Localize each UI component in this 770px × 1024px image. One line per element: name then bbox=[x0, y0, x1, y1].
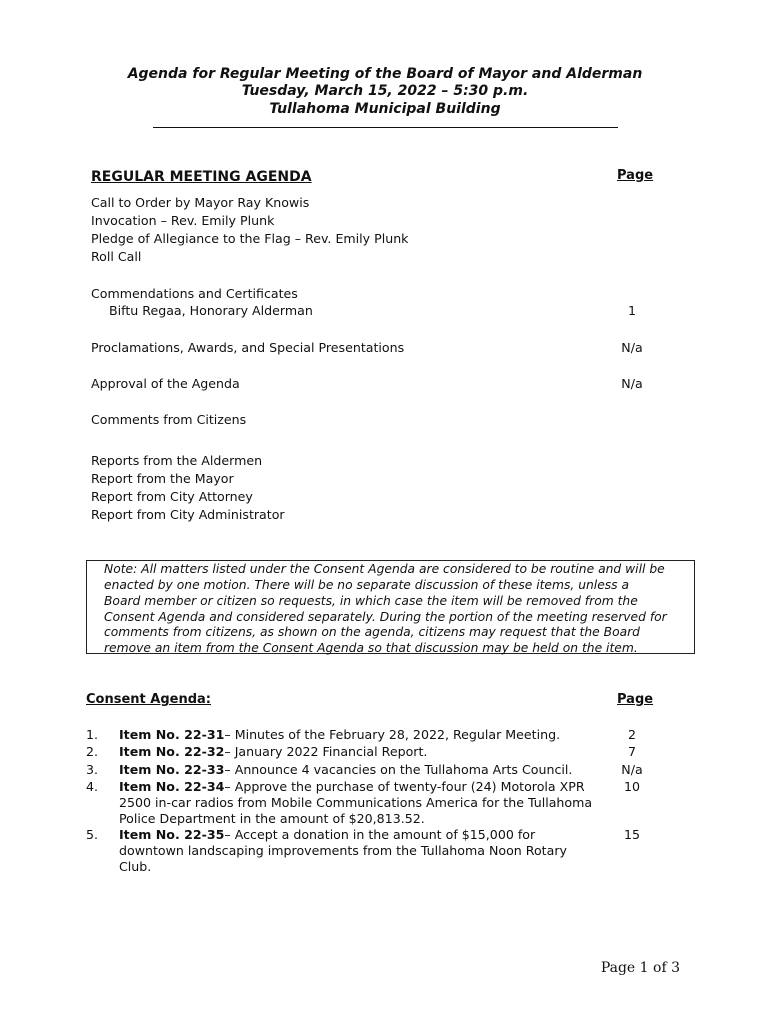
consent-item-page: 2 bbox=[627, 727, 636, 742]
consent-item-number: 5. bbox=[86, 827, 99, 842]
consent-item bbox=[119, 727, 560, 742]
proclamations-page: N/a bbox=[621, 340, 643, 355]
consent-item-id: Item No. 22-32 bbox=[119, 744, 225, 759]
page-number: Page 1 of 3 bbox=[600, 960, 680, 976]
commendation-page: 1 bbox=[627, 303, 636, 318]
note-line: Board member or citizen so requests, in which case the item will be removed from the bbox=[104, 594, 638, 608]
header-divider bbox=[153, 127, 618, 128]
opening-item: Pledge of Allegiance to the Flag – Rev. Emily Plunk bbox=[91, 231, 409, 246]
consent-item-id: Item No. 22-33 bbox=[119, 762, 225, 777]
consent-item-page: 15 bbox=[623, 827, 641, 842]
note-line: enacted by one motion. There will be no separate discussion of these items, unless a bbox=[104, 578, 630, 592]
consent-item-text: – Accept a donation in the amount of $15,000 for bbox=[224, 827, 536, 842]
consent-page-heading: Page bbox=[617, 692, 654, 707]
consent-item-page: N/a bbox=[621, 762, 643, 777]
comments-label: Comments from Citizens bbox=[91, 412, 247, 427]
consent-item-text: – January 2022 Financial Report. bbox=[224, 744, 428, 759]
note-line: comments from citizens, as shown on the agenda, citizens may request that the Board bbox=[104, 625, 640, 639]
consent-item-text: 2500 in-car radios from Mobile Communications America for the Tullahoma bbox=[119, 795, 593, 810]
commendation-item: Biftu Regaa, Honorary Alderman bbox=[109, 303, 313, 318]
regular-page-heading: Page bbox=[617, 168, 654, 183]
consent-item-page: 10 bbox=[623, 779, 641, 794]
report-item: Reports from the Aldermen bbox=[91, 453, 263, 468]
consent-item bbox=[119, 744, 427, 759]
consent-item-id: Item No. 22-34 bbox=[119, 779, 225, 794]
consent-item-id: Item No. 22-31 bbox=[119, 727, 225, 742]
note-line: remove an item from the Consent Agenda so that discussion may be held on the item. bbox=[104, 641, 638, 655]
regular-agenda-heading: REGULAR MEETING AGENDA bbox=[91, 169, 312, 185]
proclamations-label: Proclamations, Awards, and Special Presentations bbox=[91, 340, 405, 355]
consent-item-text: – Approve the purchase of twenty-four (24) Motorola XPR bbox=[224, 779, 585, 794]
note-line: Consent Agenda and considered separately. During the portion of the meeting reserved for bbox=[104, 610, 667, 624]
report-item: Report from the Mayor bbox=[91, 471, 234, 486]
consent-item-text: – Minutes of the February 28, 2022, Regular Meeting. bbox=[224, 727, 561, 742]
consent-item-text: – Announce 4 vacancies on the Tullahoma Arts Council. bbox=[224, 762, 573, 777]
note-line: Note: All matters listed under the Consent Agenda are considered to be routine and will be bbox=[104, 562, 665, 576]
consent-item-id: Item No. 22-35 bbox=[119, 827, 225, 842]
consent-item-page: 7 bbox=[627, 744, 636, 759]
consent-item-number: 2. bbox=[86, 744, 99, 759]
consent-item bbox=[119, 779, 585, 794]
meeting-location: Tullahoma Municipal Building bbox=[269, 101, 501, 117]
consent-item-text: Club. bbox=[119, 859, 152, 874]
consent-item-text: Police Department in the amount of $20,813.52. bbox=[119, 811, 425, 826]
consent-item-number: 3. bbox=[86, 762, 99, 777]
consent-item-number: 4. bbox=[86, 779, 99, 794]
report-item: Report from City Attorney bbox=[91, 489, 253, 504]
agenda-title: Agenda for Regular Meeting of the Board of Mayor and Alderman bbox=[127, 66, 643, 82]
approval-label: Approval of the Agenda bbox=[91, 376, 240, 391]
opening-item: Roll Call bbox=[91, 249, 142, 264]
consent-item bbox=[119, 762, 572, 777]
consent-agenda-heading: Consent Agenda: bbox=[86, 692, 211, 707]
report-item: Report from City Administrator bbox=[91, 507, 285, 522]
meeting-date: Tuesday, March 15, 2022 – 5:30 p.m. bbox=[241, 83, 529, 99]
consent-item bbox=[119, 827, 535, 842]
opening-item: Invocation – Rev. Emily Plunk bbox=[91, 213, 275, 228]
consent-item-number: 1. bbox=[86, 727, 99, 742]
approval-page: N/a bbox=[621, 376, 643, 391]
opening-item: Call to Order by Mayor Ray Knowis bbox=[91, 195, 310, 210]
consent-item-text: downtown landscaping improvements from the Tullahoma Noon Rotary bbox=[119, 843, 567, 858]
commendations-label: Commendations and Certificates bbox=[91, 286, 298, 301]
